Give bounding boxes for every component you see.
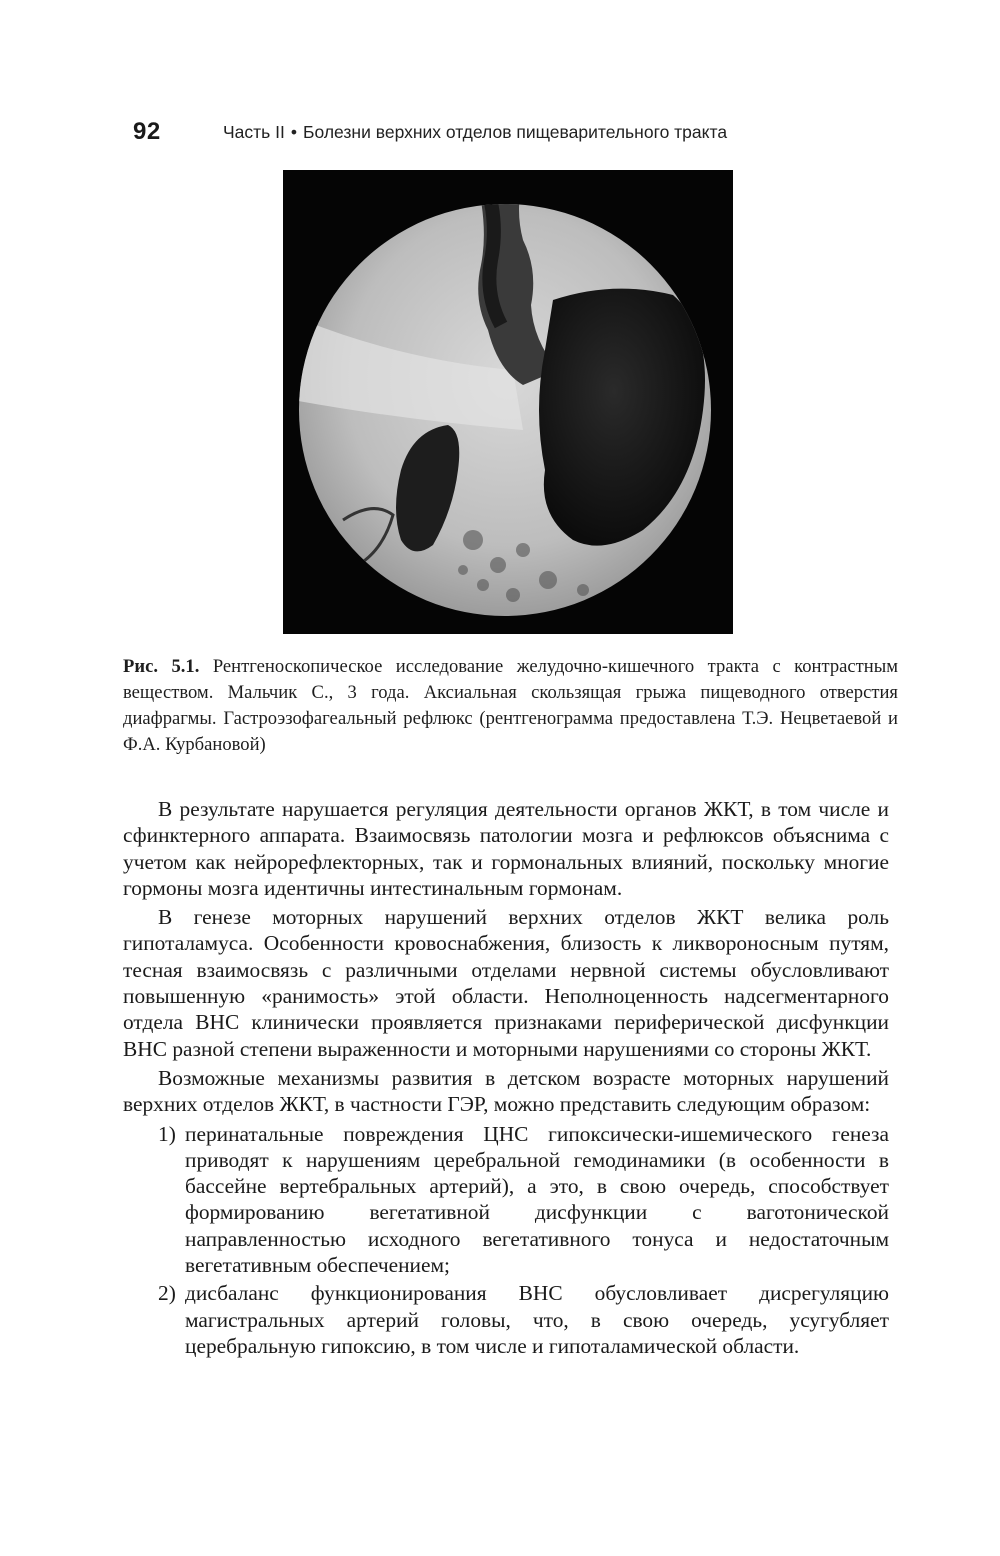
running-title (223, 122, 727, 143)
list-item (123, 1280, 889, 1359)
section-title: Болезни верхних отделов пищеварительного тракта (303, 122, 728, 142)
xray-image-icon (283, 170, 733, 634)
list-item-text: перинатальные повреждения ЦНС гипоксически-ишемического генеза приводят к нарушениям церебральной гемодинамики (в особенности в бассейне вертебральных артерий), а это, в свою очередь, способствует формированию вегетативной дисфункции с ваготонической направленностью исходного вегетативного тонуса и недостаточным вегетативным обеспечением; (185, 1121, 889, 1278)
caption-text: Рентгеноскопическое исследование желудочно-кишечного тракта с контрастным веществом. Мальчик С., 3 года. Аксиальная скользящая грыжа пищеводного отверстия диафрагмы. Гастроэзофагеальный рефлюкс (рентгенограмма предоставлена Т.Э. Нецветаевой и Ф.А. Курбановой) (123, 656, 898, 755)
list-item (123, 1121, 889, 1279)
list-item-text: дисбаланс функционирования ВНС обусловливает дисрегуляцию магистральных артерий головы, что, в свою очередь, усугубляет церебральную гипоксию, в том числе и гипоталамической области. (185, 1281, 889, 1358)
body-text (123, 796, 889, 1361)
figure-caption (123, 654, 898, 758)
paragraph: В генезе моторных нарушений верхних отделов ЖКТ велика роль гипоталамуса. Особенности кровоснабжения, близость к ликвороносным путям, тесная взаимосвязь с различными отделами нервной системы обусловливают повышенную «ранимость» этой области. Неполноценность надсегментарного отдела ВНС клинически проявляется признаками периферической дисфункции ВНС разной степени выраженности и моторными нарушениями со стороны ЖКТ. (123, 905, 889, 1061)
caption-label: Рис. 5.1. (123, 656, 200, 677)
bullet-separator: • (290, 122, 298, 142)
list-item-number: 1) (158, 1121, 176, 1146)
list-item-number: 2) (158, 1281, 176, 1306)
paragraph: Возможные механизмы развития в детском возрасте моторных нарушений верхних отделов ЖКТ, в частности ГЭР, можно представить следующим образом: (123, 1065, 889, 1117)
numbered-list (123, 1121, 889, 1360)
running-head (133, 118, 893, 148)
page-number: 92 (133, 118, 161, 145)
paragraph: В результате нарушается регуляция деятельности органов ЖКТ, в том числе и сфинктерного аппарата. Взаимосвязь патологии мозга и рефлюксов объяснима с учетом как нейрорефлекторных, так и гормональных влияний, поскольку многие гормоны мозга идентичны интестинальным гормонам. (123, 797, 889, 900)
xray-figure (283, 170, 733, 634)
part-label: Часть II (223, 122, 285, 142)
